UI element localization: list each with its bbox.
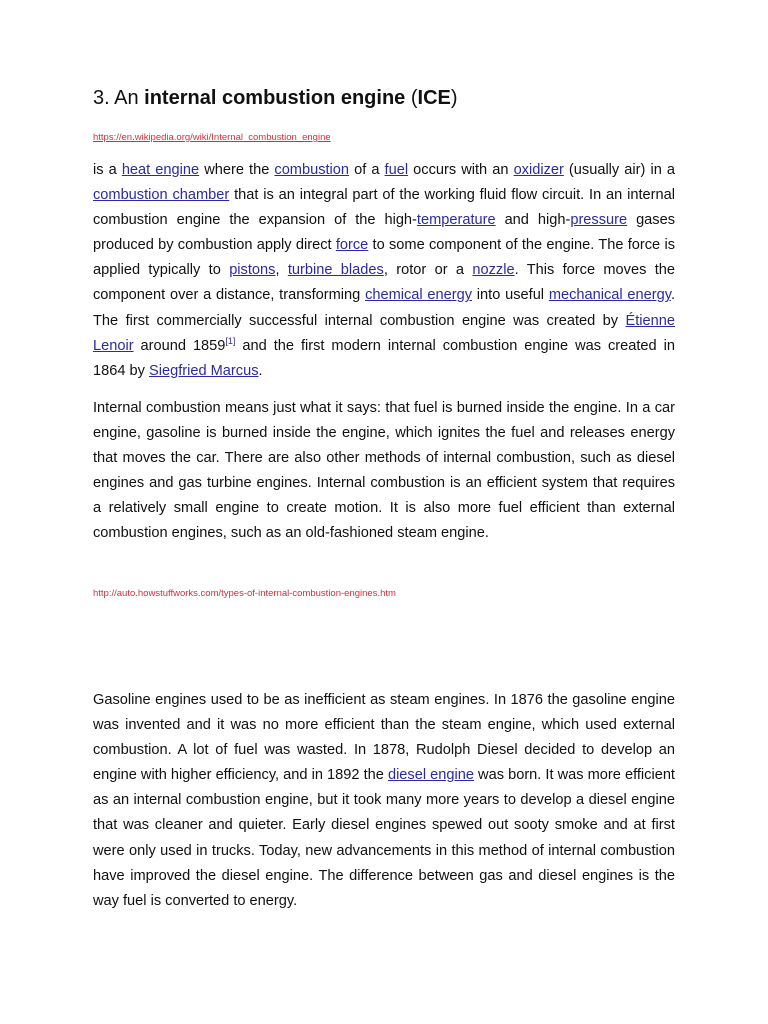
- citation-ref-1[interactable]: [1]: [225, 335, 236, 346]
- link-combustion-chamber[interactable]: combustion chamber: [93, 187, 230, 204]
- link-heat-engine[interactable]: heat engine: [121, 162, 200, 178]
- link-turbine-blades[interactable]: turbine blades: [287, 262, 384, 279]
- heading-term: internal combustion engine: [144, 87, 406, 109]
- link-etienne-lenoir[interactable]: Étienne Lenoir: [93, 312, 675, 354]
- howstuffworks-source-link[interactable]: http://auto.howstuffworks.com/types-of-internal-combustion-engines.htm: [93, 588, 396, 599]
- link-combustion[interactable]: combustion: [274, 162, 350, 178]
- link-siegfried-marcus[interactable]: Siegfried Marcus: [149, 362, 259, 379]
- link-fuel[interactable]: fuel: [384, 162, 409, 178]
- paragraph-ice-definition: is a heat engine where the combustion of a fuel occurs with an oxidizer (usually air) in a combustion chamber that is an integral part of the working fluid flow circuit. In an internal combustion engine the expansion of the high-temperature and high-pressure gases produced by combustion apply direct force to some component of the engine. The force is applied typically to pistons, turbine blades, rotor or a nozzle. This force moves the component over a distance, transforming chemical energy into useful mechanical energy. The first commercially successful internal combustion engine was created by Étienne Lenoir around 1859[1] and the first modern internal combustion engine was created in 1864 by Siegfried Marcus.: [93, 162, 676, 379]
- section-heading: 3. An internal combustion engine (ICE): [93, 87, 458, 109]
- link-pressure[interactable]: pressure: [570, 212, 628, 229]
- paragraph-gasoline-vs-diesel: Gasoline engines used to be as inefficient as steam engines. In 1876 the gasoline engine was invented and it was no more efficient than the steam engine, which used external combustion. A lot of fuel was wasted. In 1878, Rudolph Diesel decided to develop an engine with higher efficiency, and in 1892 the diesel engine was born. It was more efficient as an internal combustion engine, but it took many more years to develop a diesel engine that was cleaner and quieter. Early diesel engines spewed out sooty smoke and at first were only used in trucks. Today, new advancements in this method of internal combustion have improved the diesel engine. The difference between gas and diesel engines is the way fuel is converted to energy.: [93, 692, 675, 909]
- heading-abbreviation: ICE: [417, 87, 451, 109]
- link-nozzle[interactable]: nozzle: [472, 262, 515, 279]
- link-force[interactable]: force: [335, 237, 369, 254]
- link-pistons[interactable]: pistons: [229, 262, 276, 279]
- link-oxidizer[interactable]: oxidizer: [513, 162, 564, 178]
- link-diesel-engine[interactable]: diesel engine: [387, 767, 474, 784]
- wikipedia-source-link[interactable]: https://en.wikipedia.org/wiki/Internal_combustion_engine: [93, 132, 331, 143]
- paragraph-internal-combustion-meaning: Internal combustion means just what it says: that fuel is burned inside the engine. In a car engine, gasoline is burned inside the engine, which ignites the fuel and releases energy that moves the car. There are also other methods of internal combustion, such as diesel engines and gas turbine engines. Internal combustion is an efficient system that requires a relatively small engine to create motion. It is also more fuel efficient than external combustion engines, such as an old-fashioned steam engine.: [93, 400, 675, 542]
- link-temperature[interactable]: temperature: [416, 212, 496, 229]
- link-chemical-energy[interactable]: chemical energy: [365, 287, 473, 304]
- link-mechanical-energy[interactable]: mechanical energy: [548, 287, 671, 304]
